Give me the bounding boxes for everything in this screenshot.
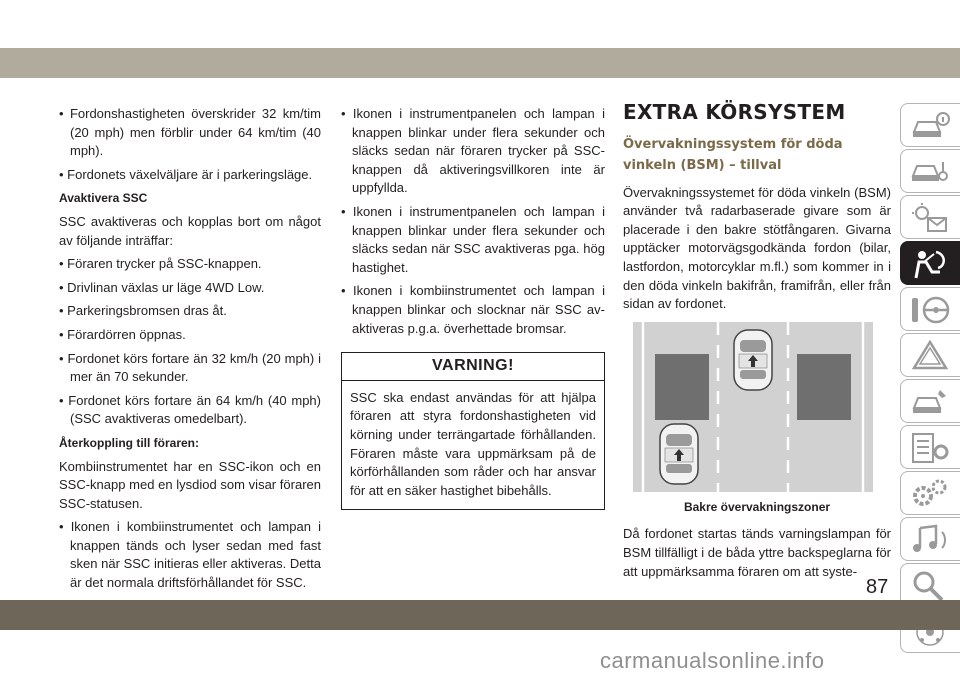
column-3	[623, 100, 891, 586]
list-item: • Fordonshastigheten överskrider 32 km/tim (20 mph) men förblir under 64 km/tim (40 mph).	[59, 105, 321, 161]
list-item: • Fordonet körs fortare än 32 km/h (20 mph) i mer än 70 sekunder.	[59, 350, 321, 387]
paragraph: Övervakningssystemet för döda vinkeln (BSM) använder två radarbaserade givare som är placerade i den bakre stötfångaren. Givarna upptäcker motorvägsgodkända fordon (bilar, lastfordon, motorcyklar m.fl.) som kommer in i den döda vinkeln bakifrån, framifrån, eller från sidan av fordonet.	[623, 184, 891, 312]
footer-band	[0, 600, 960, 630]
left-detection-zone	[655, 354, 709, 420]
section-title: Övervakningssystem för döda vinkeln (BSM) – tillval	[623, 136, 843, 173]
warning-lights-icon	[910, 202, 950, 234]
paragraph: Då fordonet startas tänds varningslampan för BSM tillfälligt i de båda yttre backspeglarna för att uppmärksamma föraren om att syste-	[623, 526, 891, 579]
service-car-icon	[910, 386, 950, 418]
tab-car-keys[interactable]	[900, 149, 960, 193]
tab-airbag-safety[interactable]	[900, 241, 960, 285]
warning-box	[341, 352, 605, 510]
list-item: • Fordonets växelväljare är i parkeringsläge.	[59, 166, 321, 185]
warning-text: SSC ska endast användas för att hjälpa föraren att styra fordonshastigheten vid körning under terrängartade förhållanden. Föraren måste vara uppmärksam på de körförhållanden som råder och har ansvar för att en säker hastighet bibehålls.	[350, 389, 596, 498]
section-heading-deactivate: Avaktivera SSC	[59, 191, 148, 206]
tab-steering-wheel[interactable]	[900, 287, 960, 331]
tab-car-info[interactable]	[900, 103, 960, 147]
paragraph: Kombiinstrumentet har en SSC-ikon och en SSC-knapp med en lysdiod som visar föraren SSC-statusen.	[59, 458, 321, 511]
list-item: • Föraren trycker på SSC-knappen.	[59, 255, 321, 274]
warning-title: VARNING!	[342, 353, 604, 381]
index-search-icon	[910, 570, 950, 602]
multimedia-music-icon	[910, 524, 950, 556]
airbag-safety-icon	[910, 248, 950, 280]
ego-car-icon	[734, 330, 772, 390]
blind-spot-zones-illustration	[633, 322, 873, 492]
roadside-triangle-icon	[910, 340, 950, 372]
car-info-icon	[910, 110, 950, 142]
car-keys-icon	[910, 156, 950, 188]
tab-multimedia[interactable]	[900, 517, 960, 561]
tab-warning-lights[interactable]	[900, 195, 960, 239]
section-heading-feedback: Återkoppling till föraren:	[59, 435, 200, 450]
list-item: • Ikonen i instrumentpanelen och lampan i knappen blinkar under flera sekunder och släcks sedan när SSC avaktiveras pga. hög hastighet.	[341, 203, 605, 277]
list-item: • Drivlinan växlas ur läge 4WD Low.	[59, 279, 321, 298]
road-diagram	[633, 322, 873, 492]
header-band	[0, 48, 960, 78]
list-item: • Förardörren öppnas.	[59, 326, 321, 345]
tab-maintenance[interactable]	[900, 425, 960, 469]
list-item: • Fordonet körs fortare än 64 km/h (40 mph) (SSC avaktiveras omedelbart).	[59, 392, 321, 429]
tab-specifications[interactable]	[900, 471, 960, 515]
maintenance-list-icon	[910, 432, 950, 464]
list-item: • Parkeringsbromsen dras åt.	[59, 302, 321, 321]
tab-roadside[interactable]	[900, 333, 960, 377]
figure-caption: Bakre övervakningszoner	[683, 499, 831, 514]
specifications-gears-icon	[910, 478, 950, 510]
paragraph: SSC avaktiveras och kopplas bort om något av följande inträffar:	[59, 213, 321, 248]
steering-wheel-icon	[910, 294, 950, 326]
tab-service[interactable]	[900, 379, 960, 423]
page-number: 87	[866, 576, 889, 598]
watermark: carmanualsonline.info	[600, 648, 825, 673]
chapter-title: EXTRA KÖRSYSTEM	[623, 100, 846, 124]
overtaking-car-icon	[660, 424, 698, 484]
column-2	[341, 105, 605, 510]
list-item: • Ikonen i kombiinstrumentet och lampan i knappen tänds och lyser sedan med fast sken när SSC initieras eller aktiveras. Detta är det normala driftsförhållandet för SSC.	[59, 518, 321, 592]
list-item: • Ikonen i instrumentpanelen och lampan i knappen blinkar under flera sekunder och släcks sedan när föraren trycker på SSC-knappen då aktiveringsvillkoren inte är uppfyllda.	[341, 105, 605, 198]
column-1	[59, 105, 321, 598]
list-item: • Ikonen i kombiinstrumentet och lampan i knappen blinkar och slocknar när SSC av-aktiveras p.g.a. överhettade bromsar.	[341, 282, 605, 338]
right-detection-zone	[797, 354, 851, 420]
